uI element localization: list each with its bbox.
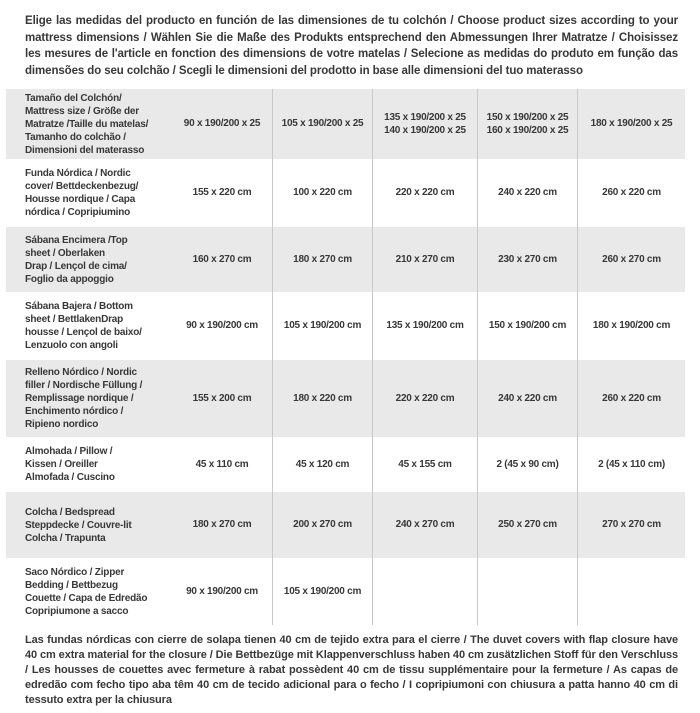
size-cell: 135 x 190/200 x 25 140 x 190/200 x 25 [372,89,477,159]
size-cell: 240 x 270 cm [372,492,477,558]
intro-text: Elige las medidas del producto en función de las dimensiones de tu colchón / Choose product sizes according to your mattress dimensions / Wählen Sie die Maße des Produkts entsprechend den Abmessungen Ihrer Matratze / Choisissez les mesures de l'article en fonction des dimensions de votre matelas / Selecione as medidas do produto em função das dimensões do seu colchão / Scegli le dimensioni del prodotto in base alle dimensioni del tuo materasso [25,15,678,77]
size-cell: 45 x 155 cm [372,437,477,492]
size-cell: 105 x 190/200 cm [272,558,372,625]
row-label: Colcha / Bedspread Steppdecke / Couvre-lit Colcha / Trapunta [25,506,132,544]
size-cell: 270 x 270 cm [577,492,685,558]
size-cell: 160 x 270 cm [192,253,252,265]
table-row [6,492,685,558]
row-label: Relleno Nórdico / Nordic filler / Nordische Füllung / Remplissage nordique / Enchimento nórdico / Ripieno nordico [25,367,143,430]
row-label: Sábana Encimera /Top sheet / Oberlaken Drap / Lençol de cima/ Foglio da appoggio [25,234,128,285]
row-label: Tamaño del Colchón/ Mattress size / Größe der Matratze /Taille du matelas/ Tamanho do colchão / Dimensioni del materasso [25,92,149,156]
size-cell: 180 x 270 cm [192,519,252,531]
size-cell [477,558,577,625]
size-cell: 250 x 270 cm [477,492,577,558]
size-cell [577,558,685,625]
size-cell: 150 x 190/200 cm [477,292,577,360]
size-cell [372,558,477,625]
size-cell: 105 x 190/200 x 25 [272,89,372,159]
table-row [6,292,685,360]
size-guide-page [0,13,700,708]
size-cell: 220 x 220 cm [372,360,477,437]
size-cell: 135 x 190/200 cm [372,292,477,360]
size-cell: 155 x 220 cm [192,187,252,199]
size-cell: 2 (45 x 90 cm) [477,437,577,492]
size-cell: 200 x 270 cm [272,492,372,558]
size-cell: 240 x 220 cm [477,159,577,227]
size-cell: 220 x 220 cm [372,159,477,227]
size-cell: 240 x 220 cm [477,360,577,437]
footnote-text: Las fundas nórdicas con cierre de solapa tienen 40 cm de tejido extra para el cierre / The duvet covers with flap closure have 40 cm extra material for the closure / Die Bettbezüge mit Klappenverschluss haben 40 cm zusätzlichen Stoff für den Verschluss / Les housses de couettes avec fermeture à rabat possèdent 40 cm de tissu supplémentaire pour la fermeture / As capas de edredão com fecho tipo aba têm 40 cm de tecido adicional para o fecho / I copripiumoni con chiusura a patta hanno 40 cm di tessuto extra per la chiusura [25,634,678,706]
table-row [6,558,685,625]
size-cell: 45 x 110 cm [195,458,249,470]
row-label: Funda Nórdica / Nordic cover/ Bettdeckenbezug/ Housse nordique / Capa nórdica / Copripiumino [25,168,139,218]
size-cell: 210 x 270 cm [372,227,477,292]
size-table [6,89,685,625]
size-cell: 105 x 190/200 cm [272,292,372,360]
size-cell: 90 x 190/200 cm [186,320,258,332]
table-row [6,227,685,292]
size-cell: 180 x 190/200 x 25 [577,89,685,159]
size-cell: 260 x 220 cm [577,360,685,437]
size-cell: 2 (45 x 110 cm) [577,437,685,492]
size-cell: 100 x 220 cm [272,159,372,227]
table-row [6,89,685,159]
size-cell: 180 x 220 cm [272,360,372,437]
size-cell: 180 x 190/200 cm [577,292,685,360]
row-label: Saco Nórdico / Zipper Bedding / Bettbezug Couette / Capa de Edredão Copripiumone a sacco [25,566,148,617]
size-cell: 45 x 120 cm [272,437,372,492]
size-cell: 90 x 190/200 cm [186,585,258,597]
size-cell: 260 x 270 cm [577,227,685,292]
table-row [6,159,685,227]
size-cell: 155 x 200 cm [192,392,252,404]
table-row [6,437,685,492]
size-cell: 230 x 270 cm [477,227,577,292]
row-label: Sábana Bajera / Bottom sheet / BettlakenDrap housse / Lençol de baixo/ Lenzuolo con angoli [25,301,142,351]
size-cell: 150 x 190/200 x 25 160 x 190/200 x 25 [477,89,577,159]
size-cell: 260 x 220 cm [577,159,685,227]
table-row [6,360,685,437]
size-cell: 180 x 270 cm [272,227,372,292]
row-label: Almohada / Pillow / Kissen / Oreiller Almofada / Cuscino [25,446,115,483]
size-cell: 90 x 190/200 x 25 [183,118,261,130]
